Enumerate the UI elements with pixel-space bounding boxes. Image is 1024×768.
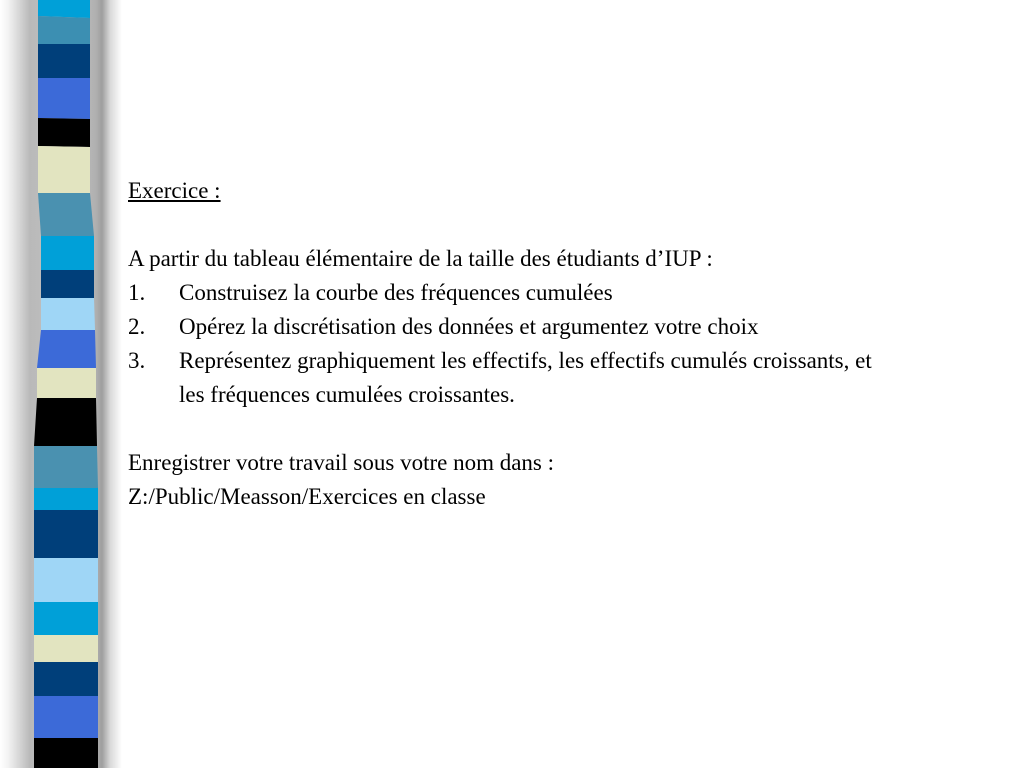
stripe-segment [34,635,98,662]
stripe-segment [34,510,98,558]
intro-text: A partir du tableau élémentaire de la taille des étudiants d’IUP : [128,246,713,271]
list-item [128,310,988,344]
stripe-segment [41,270,94,298]
list-item-text: Opérez la discrétisation des données et argumentez votre choix [179,314,759,339]
stripe-segment [38,44,90,78]
list-item-number: 3. [128,348,146,373]
list-item [128,276,988,310]
spacer [128,412,988,446]
stripe-segment [37,330,96,368]
exercise-heading: Exercice : [128,178,221,203]
decorative-stripe-column [0,0,122,768]
slide-body [128,174,988,514]
save-path: Z:/Public/Measson/Exercices en classe [128,484,486,509]
save-instruction: Enregistrer votre travail sous votre nom dans : [128,450,555,475]
stripe-segment [34,696,98,738]
stripe-segment [37,368,96,398]
stripe-segment [38,193,94,236]
stripe-segment [34,662,98,696]
stripe-segment [38,0,90,18]
stripe-segment [38,16,90,44]
stripe-segment [34,738,98,768]
list-item [128,344,988,412]
stripe-segment [34,398,97,446]
stripe-segment [38,78,90,119]
stripe-segment [41,236,94,270]
instruction-list [128,276,988,412]
spacer [128,208,988,242]
stripe-segment [41,298,95,330]
list-item-text: Construisez la courbe des fréquences cumulées [179,280,613,305]
stripe-segment [38,146,90,193]
stripe-segment [34,488,98,510]
list-item-text: Représentez graphiquement les effectifs, les effectifs cumulés croissants, et les fréquences cumulées croissantes. [179,348,872,407]
stripe-segment [34,446,98,488]
list-item-number: 2. [128,314,146,339]
stripe-segment [34,602,98,635]
stripe-segment [34,558,98,602]
stripe-segment [38,118,90,147]
list-item-number: 1. [128,280,146,305]
